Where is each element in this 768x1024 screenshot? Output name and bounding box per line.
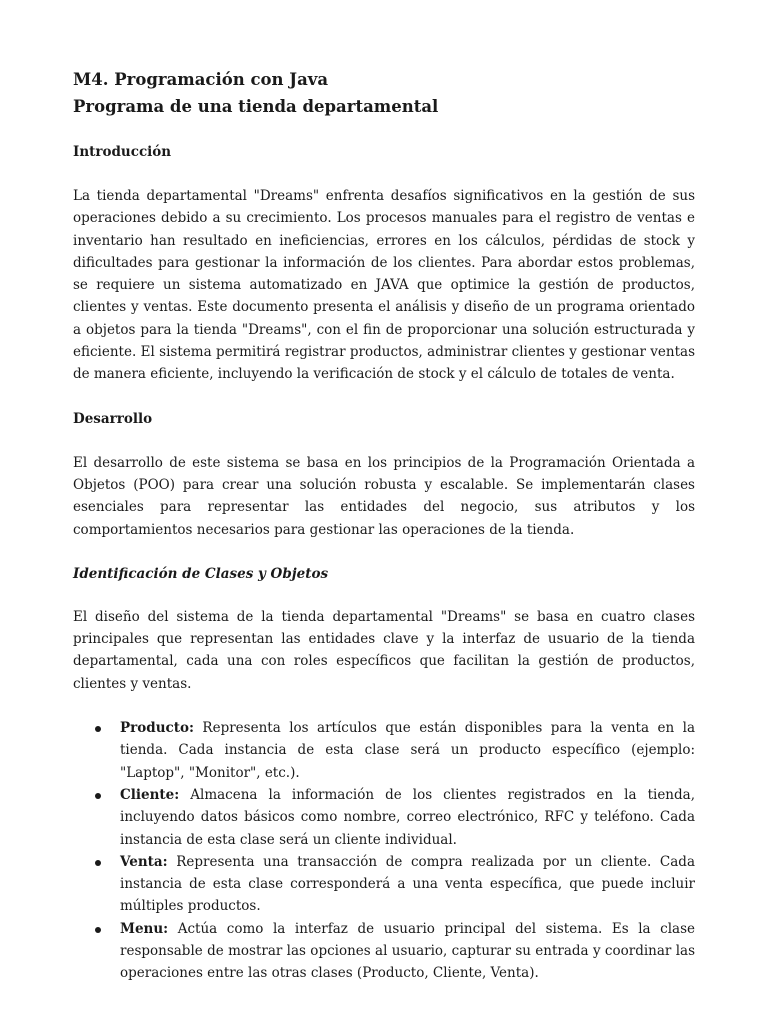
list-item-description: Almacena la información de los clientes registrados en la tienda, incluyendo datos básicos como nombre, correo electrónico, RFC y teléfono. Cada instancia de esta clase será un cliente individual. [120,786,695,848]
classes-paragraph: El diseño del sistema de la tienda departamental "Dreams" se basa en cuatro clases principales que representan las entidades clave y la interfaz de usuario de la tienda departamental, cada una con roles específicos que facilitan la gestión de productos, clientes y ventas. [73,608,695,692]
doc-title-line-2: Programa de una tienda departamental [73,97,439,116]
classes-heading: Identificación de Clases y Objetos [73,565,329,582]
bullet-icon [95,793,101,799]
list-item-description: Representa una transacción de compra realizada por un cliente. Cada instancia de esta clase corresponderá a una venta específica, que puede incluir múltiples productos. [120,853,695,915]
classes-list [73,717,695,985]
development-paragraph: El desarrollo de este sistema se basa en los principios de la Programación Orientada a Objetos (POO) para crear una solución robusta y escalable. Se implementarán clases esenciales para representar las entidades del negocio, sus atributos y los comportamientos necesarios para gestionar las operaciones de la tienda. [73,454,695,538]
intro-paragraph: La tienda departamental "Dreams" enfrenta desafíos significativos en la gestión de sus operaciones debido a su crecimiento. Los procesos manuales para el registro de ventas e inventario han resultado en ineficiencias, errores en los cálculos, pérdidas de stock y dificultades para gestionar la información de los clientes. Para abordar estos problemas, se requiere un sistema automatizado en JAVA que optimice la gestión de productos, clientes y ventas. Este documento presenta el análisis y diseño de un programa orientado a objetos para la tienda "Dreams", con el fin de proporcionar una solución estructurada y eficiente. El sistema permitirá registrar productos, administrar clientes y gestionar ventas de manera eficiente, incluyendo la verificación de stock y el cálculo de totales de venta. [73,188,695,383]
list-item-cliente [73,784,695,851]
intro-heading: Introducción [73,144,172,160]
list-item-producto [73,717,695,784]
bullet-icon [95,860,101,866]
list-item-venta [73,851,695,918]
list-item-term: Venta: [120,853,168,870]
list-item-term: Producto: [120,720,194,737]
development-heading: Desarrollo [73,410,153,427]
list-item-term: Cliente: [120,786,180,803]
doc-title-line-1: M4. Programación con Java [73,70,329,89]
list-item-description: Actúa como la interfaz de usuario principal del sistema. Es la clase responsable de mostrar las opciones al usuario, capturar su entrada y coordinar las operaciones entre las otras clases (Producto, Cliente, Venta). [120,920,695,982]
list-item-term: Menu: [120,920,169,937]
bullet-icon [95,726,101,732]
bullet-icon [95,927,101,933]
list-item-description: Representa los artículos que están disponibles para la venta en la tienda. Cada instancia de esta clase será un producto específico (ejemplo: "Laptop", "Monitor", etc.). [120,720,695,781]
list-item-menu [73,918,695,985]
